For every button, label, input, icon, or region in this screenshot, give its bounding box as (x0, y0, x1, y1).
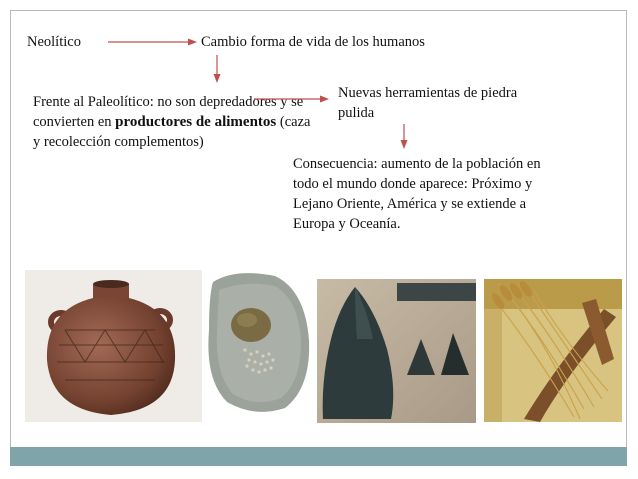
arrow-tools-to-consequence (401, 124, 408, 149)
sickle-with-wheat-photo (484, 279, 622, 422)
life-change-label: Cambio forma de vida de los humanos (201, 34, 425, 50)
neolithic-label: Neolítico (27, 34, 81, 50)
food-producers-bold-text: productores de alimentos (115, 114, 277, 130)
ceramic-vessel-photo (25, 270, 202, 422)
polished-stone-tools-text: Nuevas herramientas de piedra pulida (338, 85, 518, 121)
paleolithic-text-before: Frente al Paleolítico: no son depredadores y se convierten en (33, 94, 304, 130)
arrow-neolithic-to-change (108, 39, 197, 46)
polished-stone-axes-photo (317, 279, 476, 423)
consequence-text: Consecuencia: aumento de la población en todo el mundo donde aparece: Próximo y Lejano Oriente, América y se extiende a Europa y Oceanía. (293, 156, 541, 232)
arrow-change-to-paleolithic (214, 55, 221, 83)
grinding-stone-photo (205, 270, 312, 415)
footer-band (10, 447, 627, 466)
arrow-paleolithic-to-tools (254, 96, 329, 103)
paleolithic-text-after: (caza y recolección complementos) (33, 114, 311, 150)
